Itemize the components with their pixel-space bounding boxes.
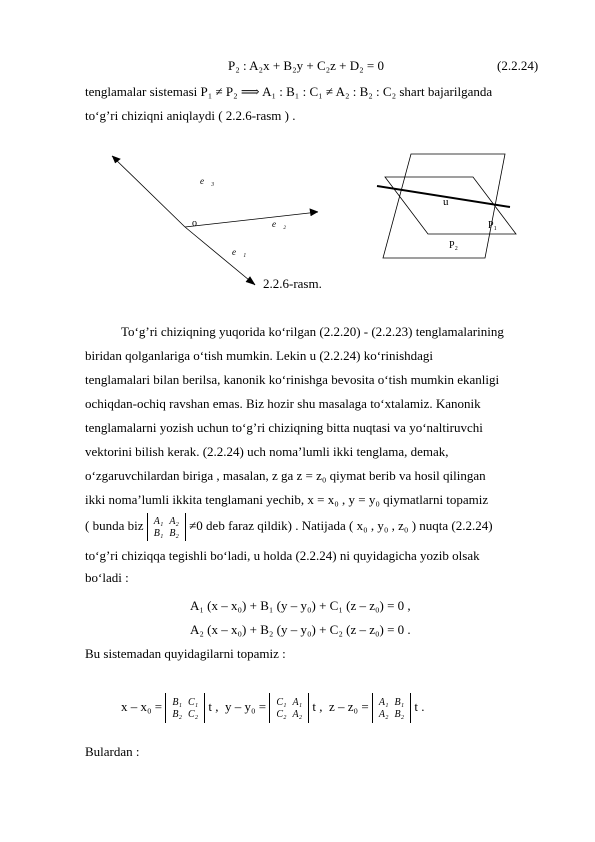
text-line: Bulardan : [85,744,140,759]
determinant-z: A₁ B₁ A₂ B₂ [372,693,411,723]
label-e3: e⃗₃ [200,176,215,186]
equation-p2: P₂ : A₂x + B₂y + C₂z + D₂ = 0 [228,58,384,73]
equation-number: (2.2.24) [497,58,539,73]
arrow-e2 [310,209,318,216]
bunda-pre: ( bunda biz [85,518,144,533]
arrow-e3 [112,156,120,163]
determinant-x: B₁ C₁ B₂ C₂ [165,693,205,723]
label-o: o [192,218,197,229]
paragraph-line: biridan qolganlariga o‘tish mumkin. Lekin u (2.2.24) ko‘rinishdagi [85,348,434,363]
label-u: u [443,196,449,208]
text-line: tenglamalar sistemasi P₁ ≠ P₂ ⟹ A₁ : B₁ : C₁ ≠ A₂ : B₂ : C₂ shart bajarilganda [85,84,493,99]
label-e1: e⃗₁ [232,247,247,257]
bunda-line [85,512,493,541]
equation-a2: A₂ (x – x₀) + B₂ (y – y₀) + C₂ (z – z₀) = 0 . [190,622,411,637]
paragraph-line: o‘zgaruvchilardan biriga , masalan, z ga z = z₀ qiymat berib va hosil qilingan [85,468,486,483]
text-line: to‘g’ri chiziqni aniqlaydi ( 2.2.6-rasm ) . [85,108,296,123]
label-p1: P₁ [488,220,498,231]
determinant-y: C₁ A₁ C₂ A₂ [269,693,309,723]
label-p2: P₂ [449,240,459,251]
axis-e3 [112,156,185,227]
text-line: Bu sistemadan quyidagilarni topamiz : [85,646,286,661]
paragraph-line: tenglamalarni yozish uchun to‘g’ri chiziqning bitta nuqtasi va yo‘naltiruvchi [85,420,483,435]
paragraph-line: ochiqdan-ochiq ravshan emas. Biz hozir shu masalaga to‘xtalamiz. Kanonik [85,396,481,411]
paragraph-line: To‘g’ri chiziqning yuqorida ko‘rilgan (2.2.20) - (2.2.23) tenglamalarining [121,324,504,339]
paragraph-line: vektorini bilish kerak. (2.2.24) uch noma’lumli ikki tenglama, demak, [85,444,449,459]
axes-diagram [112,156,318,285]
paragraph-line: bo‘ladi : [85,570,129,585]
determinant: A₁ A₂ B₁ B₂ [147,513,186,541]
label-e2: e⃗₂ [272,219,287,229]
bunda-post: ≠0 deb faraz qildik) . Natijada ( x₀ , y₀ , z₀ ) nuqta (2.2.24) [189,518,493,533]
figure-caption: 2.2.6-rasm. [263,276,322,291]
paragraph-line: ikki noma’lumli ikkita tenglamani yechib, x = x₀ , y = y₀ qiymatlarni topamiz [85,492,489,507]
paragraph-line: tenglamalari bilan berilsa, kanonik ko‘rinishga bevosita o‘tish mumkin ekanligi [85,372,500,387]
figure-2-2-6 [0,140,595,440]
paragraph-line: to‘g’ri chiziqqa tegishli bo‘ladi, u holda (2.2.24) ni quyidagicha yozib olsak [85,548,480,563]
axis-e2 [185,212,318,227]
equation-a1: A₁ (x – x₀) + B₁ (y – y₀) + C₁ (z – z₀) = 0 , [190,598,411,613]
solution-line: x – x₀ = B₁ C₁ B₂ C₂ t , y – y₀ = C₁ A₁ C₂ A₂ t , z – z₀ = A₁ B₁ A₂ B₂ t . [121,692,424,723]
